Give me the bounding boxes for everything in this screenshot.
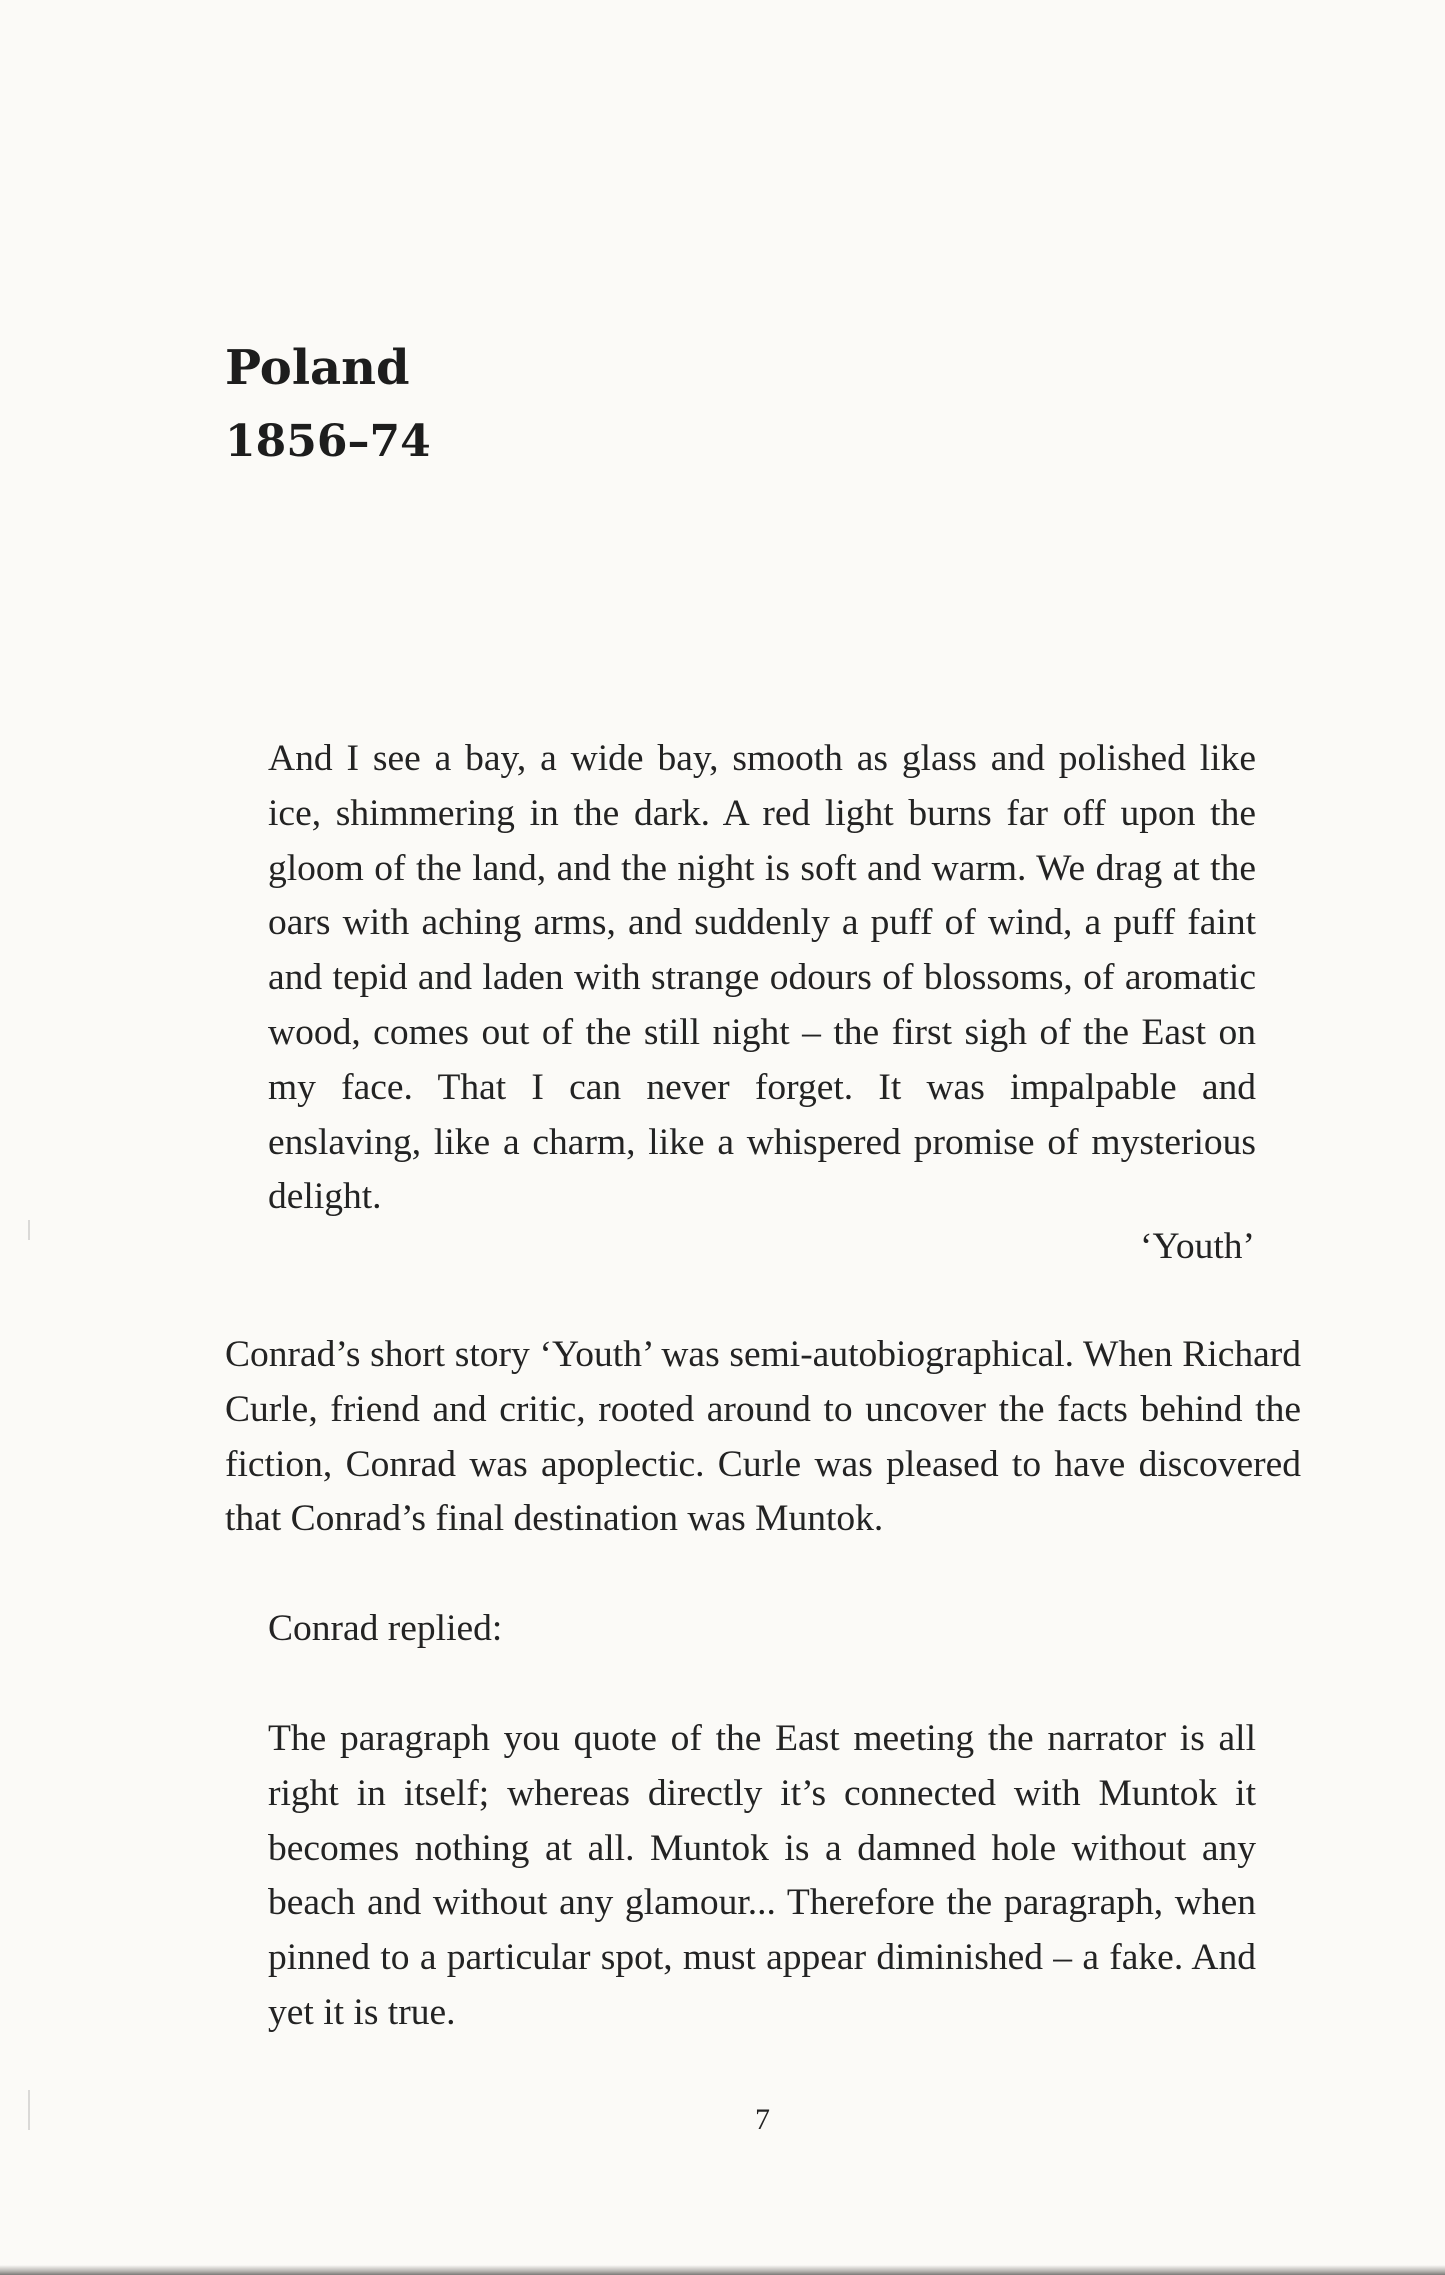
epigraph-attribution: ‘Youth’: [1140, 1226, 1255, 1267]
chapter-dates: 1856–74: [225, 416, 431, 467]
body-lead-in: Conrad replied:: [268, 1608, 503, 1649]
scan-artifact-left: [28, 1220, 30, 1240]
epigraph-text: And I see a bay, a wide bay, smooth as glass and polished like ice, shimmering in the dark. A red light burns far off upon the gloom of the land, and the night is soft and warm. We drag at the oars with aching arms, and suddenly a puff of wind, a puff faint and tepid and laden with strange odours of blossoms, of aromatic wood, comes out of the still night – the first sigh of the East on my face. That I can never forget. It was impalpable and enslaving, like a charm, like a whispered promise of mysterious delight.: [268, 738, 1256, 1218]
chapter-title: Poland: [225, 340, 410, 396]
scan-artifact-left-lower: [28, 2090, 30, 2130]
scan-bottom-edge: [0, 2265, 1445, 2275]
page-number: 7: [755, 2103, 770, 2136]
block-quote: The paragraph you quote of the East meeting the narrator is all right in itself; whereas directly it’s connected with Muntok it becomes nothing at all. Muntok is a damned hole without any beach and without any glamour... Therefore the paragraph, when pinned to a particular spot, must appear diminished – a fake. And yet it is true.: [268, 1718, 1256, 2033]
body-paragraph: Conrad’s short story ‘Youth’ was semi-autobiographical. When Richard Curle, friend and critic, rooted around to uncover the facts behind the fiction, Conrad was apoplectic. Curle was pleased to have discovered that Conrad’s final destination was Muntok.: [225, 1334, 1301, 1540]
